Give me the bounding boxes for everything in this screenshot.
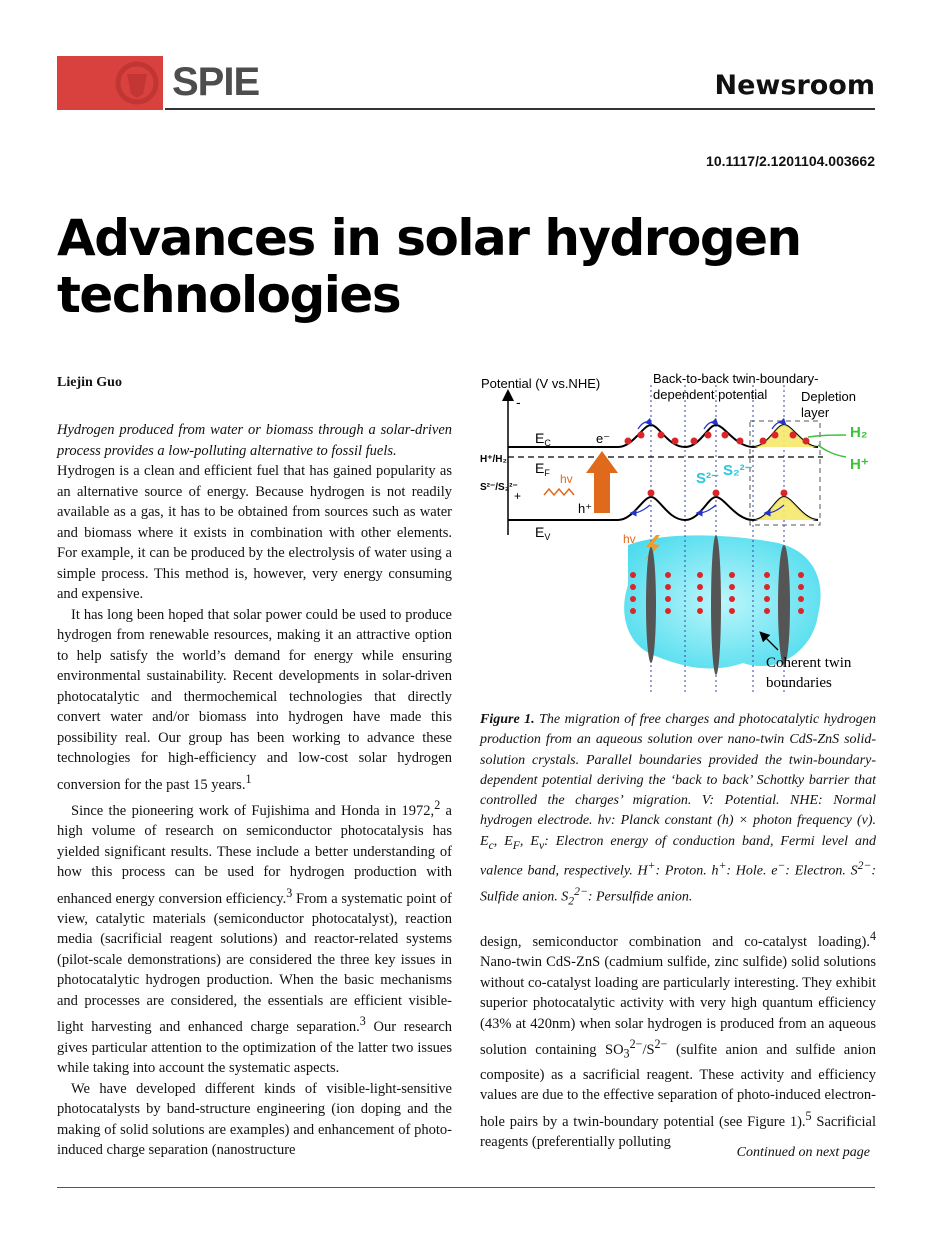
hv-label-2: hv [623, 532, 636, 546]
twin-label-2: boundaries [766, 675, 832, 691]
s2-label: S²⁻ [696, 470, 719, 487]
spie-logo-text: SPIE [172, 60, 260, 104]
right-text-2: Nano-twin CdS-ZnS (cadmium sulfide, zinc sulfide) solid solutions without co-catalyst loading are particularly interesting. They exhibit superior photocatalytic activity with very high quantum efficiency (43% at 420nm) when solar hydrogen is produced from an aqueous solution containing SO [480, 954, 876, 1059]
figure-title-1: Back-to-back twin-boundary- [653, 371, 819, 386]
ref-1: 1 [245, 771, 252, 786]
figure-1 [478, 365, 878, 695]
abstract: Hydrogen produced from water or biomass through a solar-driven process provides a low-polluting alternative to fossil fuels. [57, 422, 452, 459]
caption-ev-sub: v [538, 838, 545, 852]
caption-h-sup: + [647, 858, 656, 872]
caption-s2-sup: 2− [574, 884, 588, 898]
header-rule [165, 108, 875, 110]
so3-sub: 3 [623, 1047, 630, 1062]
hplus-label: H⁺ [850, 456, 869, 473]
ref-5: 5 [805, 1108, 812, 1123]
caption-text-8: : Sulfide anion. S [480, 863, 876, 905]
axis-plus: + [514, 489, 522, 503]
ev-label: $E_V$ [535, 524, 551, 542]
figure-caption [480, 710, 876, 912]
depletion-1: Depletion [801, 389, 856, 404]
s-sup: 2− [654, 1037, 668, 1052]
depletion-2: layer [801, 405, 830, 420]
left-column [57, 420, 452, 1161]
photon-wave [544, 489, 574, 495]
right-text-1: design, semiconductor combination and co-catalyst loading). [480, 933, 870, 950]
ec-label: $E_C$ [535, 430, 551, 448]
caption-ec-sub: c [488, 838, 494, 852]
s22-label: S₂²⁻ [723, 462, 753, 479]
ef-label: $E_F$ [535, 460, 550, 478]
paragraph-3-text-a: Since the pioneering work of Fujishima and Honda in 1972, [71, 802, 435, 819]
right-column [480, 926, 876, 1152]
right-text-5: Sacrificial reagents (preferentially polluting [480, 1113, 876, 1150]
caption-label: Figure 1. [480, 712, 535, 727]
ref-3b: 3 [359, 1014, 366, 1029]
caption-s2-sub: 2 [568, 894, 575, 908]
h2-label: H₂ [850, 424, 868, 441]
right-text-4: (sulfite anion and sulfide anion composite) as a sacrificial reagent. These activity and efficiency values are due to the effective separation of photo-induced electron-hole pairs by a twin-boundary potential (see Figure 1). [480, 1042, 876, 1130]
paragraph-3-text-c: From a systematic point of view, catalytic materials (semiconductor photocatalyst), reaction media (sacrificial reagent solutions) and reactor-related systems (pilot-scale demonstrations) are considered the three key issues in photocatalytic hydrogen production. When the basic mechanisms and processes are considered, the essentials are efficient visible-light harvesting and enhanced charge separation. [57, 890, 453, 1036]
shield-icon [57, 56, 163, 110]
caption-text-3: , E [519, 833, 539, 849]
hole-label: h⁺ [578, 501, 593, 516]
axis-label: Potential (V vs.NHE) [481, 376, 601, 391]
electron-label: e⁻ [596, 431, 611, 446]
hv-label-1: hv [560, 472, 573, 486]
so3-sup: 2− [629, 1037, 643, 1052]
author-name: Liejin Guo [57, 375, 122, 390]
caption-e-sup: − [777, 858, 786, 872]
caption-s-sup: 2− [857, 858, 872, 872]
ref-3: 3 [286, 885, 293, 900]
caption-text-1: The migration of free charges and photocatalytic hydrogen production from an aqueous solution over nano-twin CdS-ZnS solid-solution crystals. Parallel boundaries provided the twin-boundary-dependent potential deriving the ‘back to back’ Schottky barrier that controlled the charges’ migration. V: Potential. NHE: Normal hydrogen electrode. hν: Planck constant (h) × photon frequency (ν). E [480, 712, 876, 849]
caption-ef-sub: F [512, 838, 520, 852]
spie-logo-mark [57, 56, 163, 110]
paragraph-3 [57, 795, 452, 1079]
caption-text-2: , E [493, 833, 513, 849]
footer-rule [57, 1187, 875, 1188]
redox-h: H⁺/H₂ [480, 454, 507, 465]
paragraph-2 [57, 605, 452, 795]
figure-title-2: dependent potential [653, 387, 768, 402]
caption-text-9: : Persulfide anion. [587, 889, 693, 905]
redox-s: S²⁻/S₂²⁻ [480, 482, 518, 493]
caption-hole-sup: + [718, 858, 727, 872]
twin-label-1: Coherent twin [766, 655, 852, 671]
paragraph-4: We have developed different kinds of visible-light-sensitive photocatalysts by band-structure engineering (ion doping and the making of solid solutions are examples) and enhancement of photo-induced charge separation (nanostructure [57, 1080, 452, 1159]
caption-text-5: : Proton. h [655, 863, 719, 879]
section-title: Newsroom [714, 70, 875, 101]
continued-note: Continued on next page [736, 1145, 870, 1160]
axis-minus: - [516, 394, 521, 410]
band-diagram [478, 365, 878, 695]
caption-text-4: : Electron energy of conduction band, Fermi level and valence band, respectively. H [480, 833, 877, 879]
ref-4: 4 [869, 929, 876, 943]
right-text-3: /S [642, 1042, 655, 1059]
caption-text-7: : Electron. S [785, 863, 858, 879]
doi: 10.1117/2.1201104.003662 [706, 153, 875, 169]
paragraph-1: Hydrogen is a clean and efficient fuel that has gained popularity as an alternative source of energy. Because hydrogen is not readily available as a gas, it has to be obtained from sources such as water and biomass where it exists in combination with other elements. For example, it can be produced by the electrolysis of water using a simple process. This method is, however, very energy consuming and expensive. [57, 463, 452, 602]
caption-text-6: : Hole. e [726, 863, 778, 879]
right-paragraph [480, 926, 876, 1152]
h2-arrow [808, 435, 846, 437]
paragraph-3-text-b: a high volume of research on semiconductor photocatalysis has yielded significant results. These include a better understanding of how this process can be used for hydrogen production with enhanced energy conversion efficiency. [57, 802, 452, 907]
hplus-arrow [818, 445, 846, 457]
paragraph-2-text: It has long been hoped that solar power could be used to produce hydrogen from renewable resources, making it an attractive option to help satisfy the world’s demand for energy while ensuring environmental sustainability. Recent developments in solar-driven photocatalytic and thermochemical technologies that directly convert water and/or biomass into hydrogen have made this possibility real. Our group has been working to advance these technologies for high-efficiency and low-cost solar hydrogen conversion for the past 15 years. [57, 606, 452, 793]
paragraph-3-text-d: Our research gives particular attention to the optimization of the latter two issues while taking into account the systematic aspects. [57, 1019, 453, 1077]
ref-2: 2 [434, 797, 441, 812]
article-title: Advances in solar hydrogen technologies [57, 209, 801, 324]
